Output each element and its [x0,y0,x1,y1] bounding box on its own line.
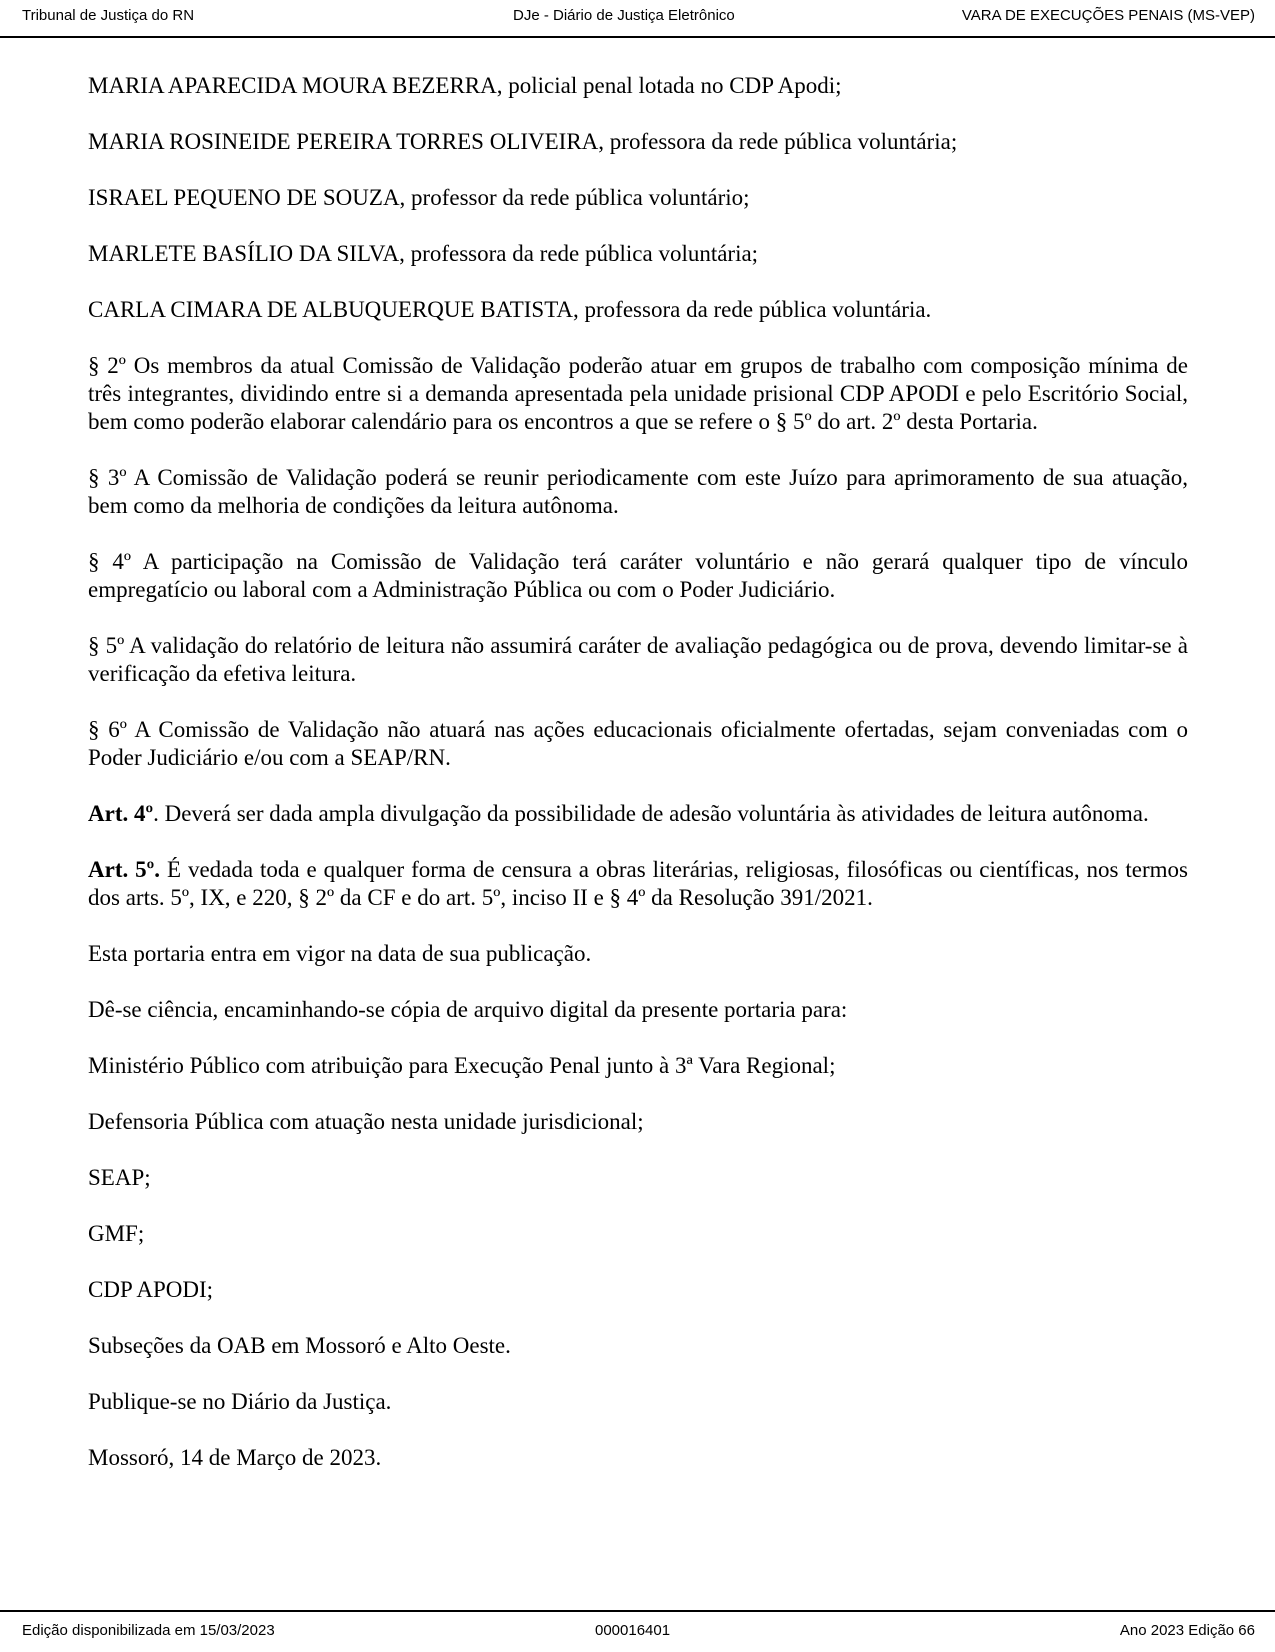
header-court-name: Tribunal de Justiça do RN [22,7,195,24]
paragraph-5: § 5º A validação do relatório de leitura não assumirá caráter de avaliação pedagógica ou de prova, devendo limitar-se à verificação da efetiva leitura. [88,633,1188,686]
page-footer [0,1610,1275,1652]
member-carla: CARLA CIMARA DE ALBUQUERQUE BATISTA, professora da rede pública voluntária. [88,297,932,322]
header-court-division: VARA DE EXECUÇÕES PENAIS (MS-VEP) [961,7,1255,24]
page-header [0,0,1275,38]
recipient-oab: Subseções da OAB em Mossoró e Alto Oeste. [88,1333,511,1358]
recipient-defensoria: Defensoria Pública com atuação nesta unidade jurisdicional; [88,1109,644,1134]
recipient-ministerio-publico: Ministério Público com atribuição para Execução Penal junto à 3ª Vara Regional; [88,1053,836,1078]
place-and-date: Mossoró, 14 de Março de 2023. [88,1445,382,1470]
article-4-label: Art. 4º [88,801,154,826]
header-journal-title: DJe - Diário de Justiça Eletrônico [513,7,735,24]
recipient-gmf: GMF; [88,1221,145,1246]
recipient-seap: SEAP; [88,1165,151,1190]
paragraph-6: § 6º A Comissão de Validação não atuará nas ações educacionais oficialmente ofertadas, sejam conveniadas com o Poder Judiciário e/ou com a SEAP/RN. [88,717,1188,770]
article-4 [88,800,1188,828]
member-israel: ISRAEL PEQUENO DE SOUZA, professor da rede pública voluntário; [88,185,750,210]
article-4-text: . Deverá ser dada ampla divulgação da possibilidade de adesão voluntária às atividades de leitura autônoma. [153,801,1149,826]
member-marlete: MARLETE BASÍLIO DA SILVA, professora da rede pública voluntária; [88,241,759,266]
paragraph-2: § 2º Os membros da atual Comissão de Validação poderão atuar em grupos de trabalho com composição mínima de três integrantes, dividindo entre si a demanda apresentada pela unidade prisional CDP APODI e pelo Escritório Social, bem como poderão elaborar calendário para os encontros a que se refere o § 5º do art. 2º desta Portaria. [88,353,1188,434]
footer-edition-date: Edição disponibilizada em 15/03/2023 [22,1622,275,1639]
article-5 [88,856,1188,912]
publication-clause: Publique-se no Diário da Justiça. [88,1389,392,1414]
footer-document-number: 000016401 [595,1622,671,1639]
recipient-cdp-apodi: CDP APODI; [88,1277,214,1302]
paragraph-4: § 4º A participação na Comissão de Validação terá caráter voluntário e não gerará qualquer tipo de vínculo empregatício ou laboral com a Administração Pública ou com o Poder Judiciário. [88,549,1188,602]
member-maria-rosineide: MARIA ROSINEIDE PEREIRA TORRES OLIVEIRA, professora da rede pública voluntária; [88,129,958,154]
document-body [88,72,1188,1500]
footer-year-edition: Ano 2023 Edição 66 [1119,1622,1255,1639]
member-maria-aparecida: MARIA APARECIDA MOURA BEZERRA, policial penal lotada no CDP Apodi; [88,73,842,98]
paragraph-3: § 3º A Comissão de Validação poderá se reunir periodicamente com este Juízo para aprimoramento de sua atuação, bem como da melhoria de condições da leitura autônoma. [88,465,1188,518]
article-5-text: É vedada toda e qualquer forma de censura a obras literárias, religiosas, filosóficas ou científicas, nos termos dos arts. 5º, IX, e 220, § 2º da CF e do art. 5º, inciso II e § 4º da Resolução 391/2021. [88,857,1188,910]
article-5-label: Art. 5º. [88,857,161,882]
notification-clause: Dê-se ciência, encaminhando-se cópia de arquivo digital da presente portaria para: [88,997,848,1022]
effective-date-clause: Esta portaria entra em vigor na data de sua publicação. [88,941,592,966]
